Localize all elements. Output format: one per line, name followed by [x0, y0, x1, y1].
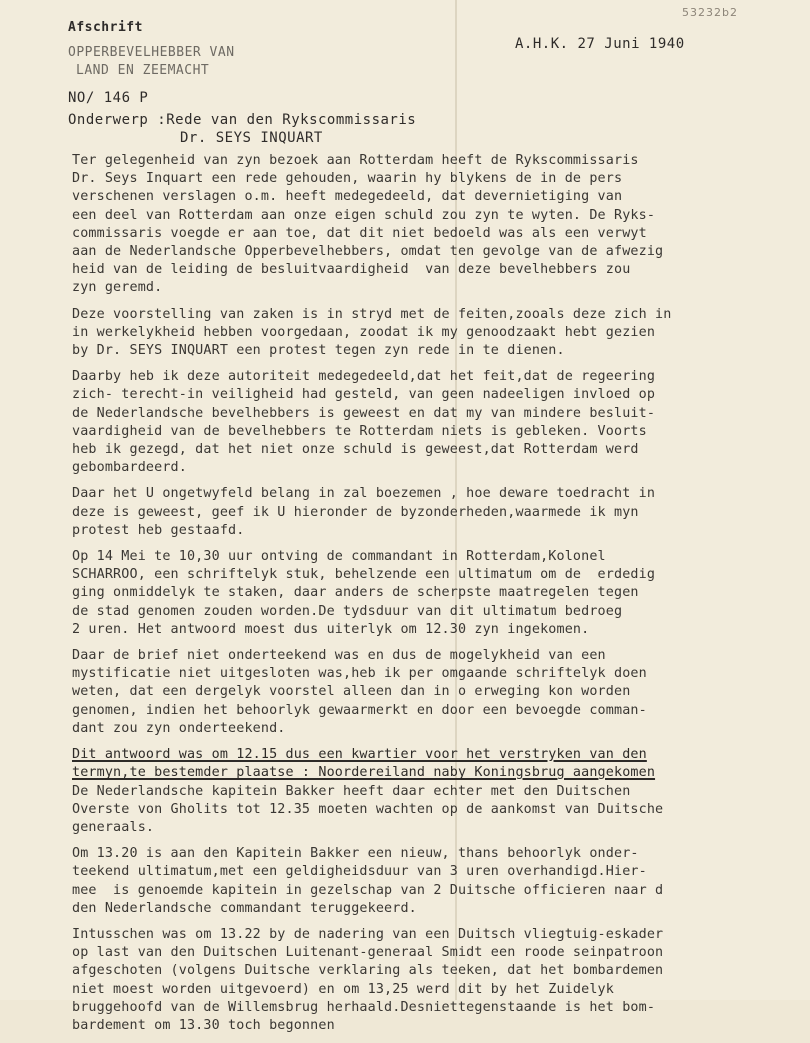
paragraph [72, 306, 807, 361]
text-line: in werkelykheid hebben voorgedaan, zoodat ik my genoodzaakt hebt gezien [72, 324, 656, 340]
text-line: Dr. Seys Inquart een rede gehouden, waarin hy blykens de in de pers [72, 171, 623, 187]
paragraph [72, 152, 807, 298]
text-line: genomen, indien het behoorlyk gewaarmerkt en door een bevoegde comman- [72, 702, 647, 718]
text-line: een deel van Rotterdam aan onze eigen schuld zou zyn te wyten. De Ryks- [72, 207, 656, 223]
text-line: afgeschoten (volgens Duitsche verklaring als teeken, dat het bombardemen [72, 963, 664, 979]
text-line: Daar het U ongetwyfeld belang in zal boezemen , hoe deware toedracht in [72, 486, 656, 502]
text-line: bruggehoofd van de Willemsbrug herhaald.Desniettegenstaande is het bom- [72, 999, 656, 1015]
sender-line-2: LAND EN ZEEMACHT [76, 63, 210, 78]
paragraph [72, 746, 807, 837]
text-line: mystificatie niet uitgesloten was,heb ik per omgaande schriftelyk doen [72, 666, 647, 682]
text-line: protest heb gestaafd. [72, 522, 245, 538]
text-line: bardement om 13.30 toch begonnen [72, 1017, 335, 1033]
archive-stamp: 53232b2 [682, 6, 738, 19]
text-line: heid van de leiding de besluitvaardigheid van deze bevelhebbers zou [72, 262, 631, 278]
paragraph [72, 485, 807, 540]
text-line: op last van den Duitschen Luitenant-generaal Smidt een roode seinpatroon [72, 945, 664, 961]
text-line: deze is geweest, geef ik U hieronder de byzonderheden,waarmede ik myn [72, 504, 639, 520]
text-line: Dit antwoord was om 12.15 dus een kwartier voor het verstryken van den [72, 747, 647, 763]
text-line: ging onmiddelyk te staken, daar anders de scherpste maatregelen tegen [72, 585, 639, 601]
text-line: 2 uren. Het antwoord moest dus uiterlyk om 12.30 zyn ingekomen. [72, 621, 590, 637]
text-line: Daarby heb ik deze autoriteit medegedeeld,dat het feit,dat de regeering [72, 369, 656, 385]
sender-line-1: OPPERBEVELHEBBER VAN [68, 45, 235, 60]
text-line: SCHARROO, een schriftelyk stuk, behelzende een ultimatum om de erdedig [72, 567, 656, 583]
paragraph [72, 647, 807, 738]
paragraph [72, 368, 807, 477]
text-line: Om 13.20 is aan den Kapitein Bakker een nieuw, thans behoorlyk onder- [72, 846, 639, 862]
text-line: Op 14 Mei te 10,30 uur ontving de commandant in Rotterdam,Kolonel [72, 549, 606, 565]
subject-line-1: Onderwerp :Rede van den Rykscommissaris [68, 112, 417, 128]
text-line: termyn,te bestemder plaatse : Noordereiland naby Koningsbrug aangekomen [72, 765, 656, 781]
subject-line-2: Dr. SEYS INQUART [180, 130, 323, 146]
copy-label: Afschrift [68, 20, 143, 35]
text-line: den Nederlandsche commandant teruggekeerd. [72, 900, 417, 916]
text-line: dant zou zyn onderteekend. [72, 720, 286, 736]
text-line: Deze voorstelling van zaken is in stryd met de feiten,zooals deze zich in [72, 306, 672, 322]
text-line: Intusschen was om 13.22 by de nadering van een Duitsch vliegtuig-eskader [72, 926, 664, 942]
text-line: De Nederlandsche kapitein Bakker heeft daar echter met den Duitschen [72, 783, 631, 799]
text-line: de stad genomen zouden worden.De tydsduur van dit ultimatum bedroeg [72, 603, 623, 619]
text-line: by Dr. SEYS INQUART een protest tegen zyn rede in te dienen. [72, 343, 565, 359]
text-line: zich- terecht-in veiligheid had gesteld, van geen nadeeligen invloed op [72, 387, 656, 403]
paragraph [72, 845, 807, 918]
text-line: Daar de brief niet onderteekend was en dus de mogelykheid van een [72, 648, 606, 664]
text-line: weten, dat een dergelyk voorstel alleen dan in o erweging kon worden [72, 684, 631, 700]
paragraph [72, 926, 807, 1035]
text-line: gebombardeerd. [72, 460, 187, 476]
text-line: aan de Nederlandsche Opperbevelhebbers, omdat ten gevolge van de afwezig [72, 244, 664, 260]
text-line: mee is genoemde kapitein in gezelschap van 2 Duitsche officieren naar d [72, 882, 664, 898]
reference-number: NO/ 146 P [68, 90, 149, 106]
text-line: teekend ultimatum,met een geldigheidsduur van 3 uren overhandigd.Hier- [72, 864, 647, 880]
text-line: heb ik gezegd, dat het niet onze schuld is geweest,dat Rotterdam werd [72, 442, 639, 458]
letter-body [72, 152, 807, 1043]
text-line: Ter gelegenheid van zyn bezoek aan Rotterdam heeft de Rykscommissaris [72, 153, 639, 168]
text-line: commissaris voegde er aan toe, dat dit niet bedoeld was als een verwyt [72, 225, 647, 241]
text-line: generaals. [72, 819, 155, 835]
text-line: de Nederlandsche bevelhebbers is geweest en dat my van mindere besluit- [72, 405, 656, 421]
text-line: niet moest worden uitgevoerd) en om 13,25 werd dit by het Zuidelyk [72, 981, 614, 997]
text-line: vaardigheid van de bevelhebbers te Rotterdam niets is gebleken. Voorts [72, 423, 647, 439]
text-line: zyn geremd. [72, 280, 163, 296]
date-line: A.H.K. 27 Juni 1940 [515, 36, 685, 52]
paragraph [72, 548, 807, 639]
text-line: verschenen verslagen o.m. heeft medegedeeld, dat devernietiging van [72, 189, 623, 205]
text-line: Overste von Gholits tot 12.35 moeten wachten op de aankomst van Duitsche [72, 801, 664, 817]
